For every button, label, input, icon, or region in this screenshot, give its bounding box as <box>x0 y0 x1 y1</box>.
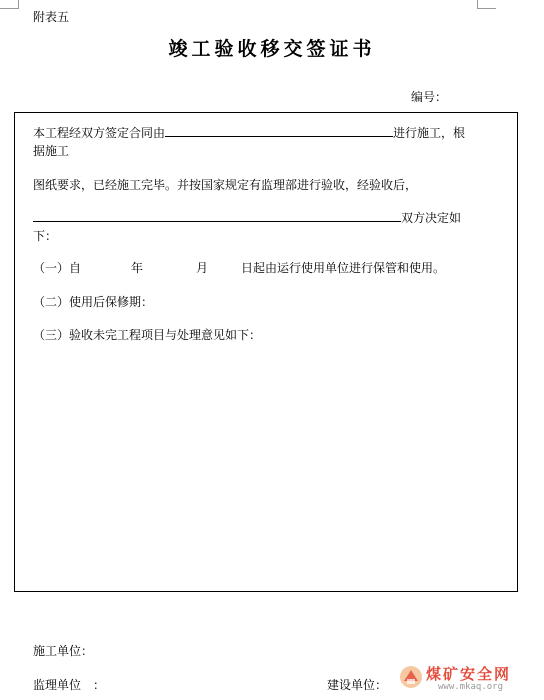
item1-month: 月 <box>196 261 209 275</box>
item1-suffix: 日起由运行使用单位进行保管和使用。 <box>241 261 446 275</box>
paragraph-contract-line <box>33 124 465 141</box>
serial-number-label: 编号： <box>411 90 448 104</box>
item1-prefix: （一）自 <box>33 261 82 275</box>
item-unfinished-works: （三）验收未完工程项目与处理意见如下： <box>33 328 262 342</box>
site-watermark <box>396 662 536 696</box>
contractor-blank[interactable] <box>165 126 393 137</box>
owner-unit-label: 建设单位： <box>327 678 388 692</box>
paragraph-acceptance: 图纸要求，已经施工完毕。并按国家规定有监理部进行验收，经验收后， <box>33 178 418 192</box>
paragraph-contract-wrap: 据施工 <box>33 144 70 158</box>
decision-text: 双方决定如 <box>401 211 462 225</box>
watermark-url: www.mkaq.org <box>438 682 504 692</box>
acceptance-result-blank[interactable] <box>33 211 401 222</box>
paragraph-decision-wrap: 下： <box>33 229 58 243</box>
item1-year: 年 <box>131 261 144 275</box>
watermark-logo-icon <box>398 664 424 690</box>
paragraph-decision-line <box>33 209 461 226</box>
item-warranty-period: （二）使用后保修期： <box>33 295 154 309</box>
appendix-label: 附表五 <box>33 10 70 24</box>
contract-text: 本工程经双方签定合同由 <box>33 126 166 140</box>
item-handover-date <box>33 259 445 276</box>
construction-unit-label: 施工单位： <box>33 644 94 658</box>
page-corner-mark-left <box>0 0 19 9</box>
supervision-unit-label: 监理单位 ： <box>33 678 106 692</box>
page-corner-mark-right <box>477 0 496 9</box>
contract-text-suffix: 进行施工，根 <box>393 126 466 140</box>
watermark-text: 煤矿安全网 <box>426 665 512 683</box>
document-title: 竣工验收移交签证书 <box>168 38 376 60</box>
